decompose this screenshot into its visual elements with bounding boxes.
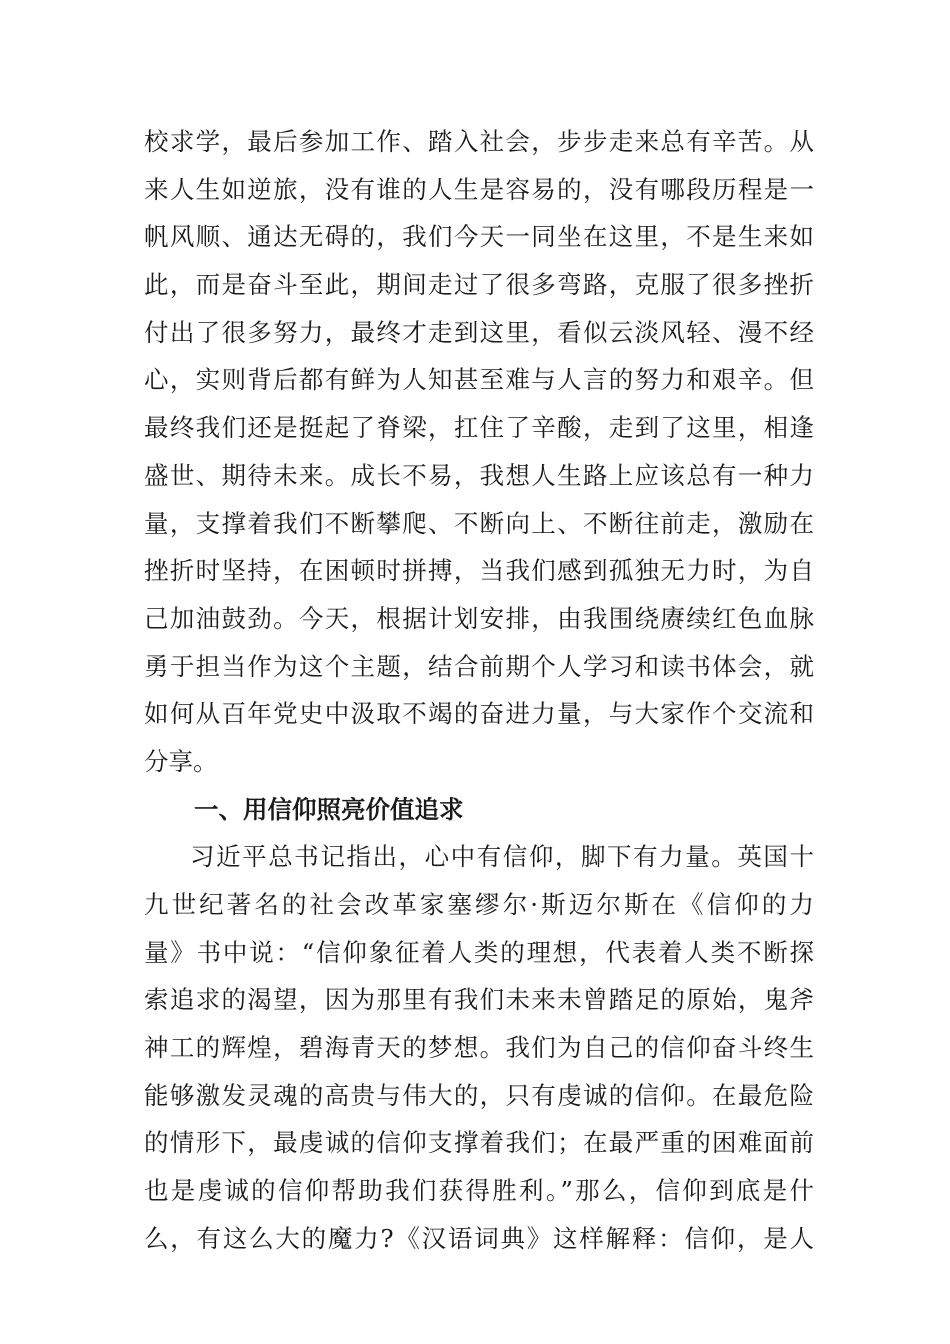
text-line: 九世纪著名的社会改革家塞缪尔·斯迈尔斯在《信仰的力 <box>144 890 814 919</box>
text-line: 如何从百年党史中汲取不竭的奋进力量，与大家作个交流和 <box>144 699 814 729</box>
text-line: 来人生如逆旅，没有谁的人生是容易的，没有哪段历程是一 <box>144 174 814 204</box>
text-line: 最终我们还是挺起了脊梁，扛住了辛酸，走到了这里，相逢 <box>144 413 814 443</box>
text-line: 能够激发灵魂的高贵与伟大的，只有虔诚的信仰。在最危险 <box>144 1080 814 1110</box>
text-line: 量》书中说：“信仰象征着人类的理想，代表着人类不断探 <box>144 937 814 967</box>
text-line: 习近平总书记指出，心中有信仰，脚下有力量。英国十 <box>190 842 814 872</box>
text-line: 分享。 <box>144 746 218 776</box>
section-heading: 一、用信仰照亮价值追求 <box>194 794 464 824</box>
text-line: 挫折时坚持，在困顿时拼搏，当我们感到孤独无力时，为自 <box>144 556 814 586</box>
text-line: 帆风顺、通达无碍的，我们今天一同坐在这里，不是生来如 <box>144 222 814 252</box>
text-line: 神工的辉煌，碧海青天的梦想。我们为自己的信仰奋斗终生 <box>144 1033 814 1063</box>
text-line: 己加油鼓劲。今天，根据计划安排，由我围绕赓续红色血脉 <box>144 603 814 633</box>
text-line: 也是虔诚的信仰帮助我们获得胜利。”那么，信仰到底是什 <box>144 1176 814 1206</box>
text-line: 么，有这么大的魔力?《汉语词典》这样解释：信仰，是人 <box>144 1223 814 1253</box>
text-line: 此，而是奋斗至此，期间走过了很多弯路，克服了很多挫折 <box>144 270 814 300</box>
text-line: 付出了很多努力，最终才走到这里，看似云淡风轻、漫不经 <box>144 317 814 347</box>
text-line: 校求学，最后参加工作、踏入社会，步步走来总有辛苦。从 <box>144 127 814 156</box>
text-line: 量，支撑着我们不断攀爬、不断向上、不断往前走，激励在 <box>144 508 814 538</box>
text-line: 心，实则背后都有鲜为人知甚至难与人言的努力和艰辛。但 <box>144 365 814 395</box>
text-line: 盛世、期待未来。成长不易，我想人生路上应该总有一种力 <box>144 460 814 490</box>
text-line: 的情形下，最虔诚的信仰支撑着我们；在最严重的困难面前 <box>144 1128 814 1158</box>
document-body <box>144 118 814 1263</box>
text-line: 勇于担当作为这个主题，结合前期个人学习和读书体会，就 <box>144 651 814 681</box>
text-line: 索追求的渴望，因为那里有我们未来未曾踏足的原始，鬼斧 <box>144 985 814 1015</box>
